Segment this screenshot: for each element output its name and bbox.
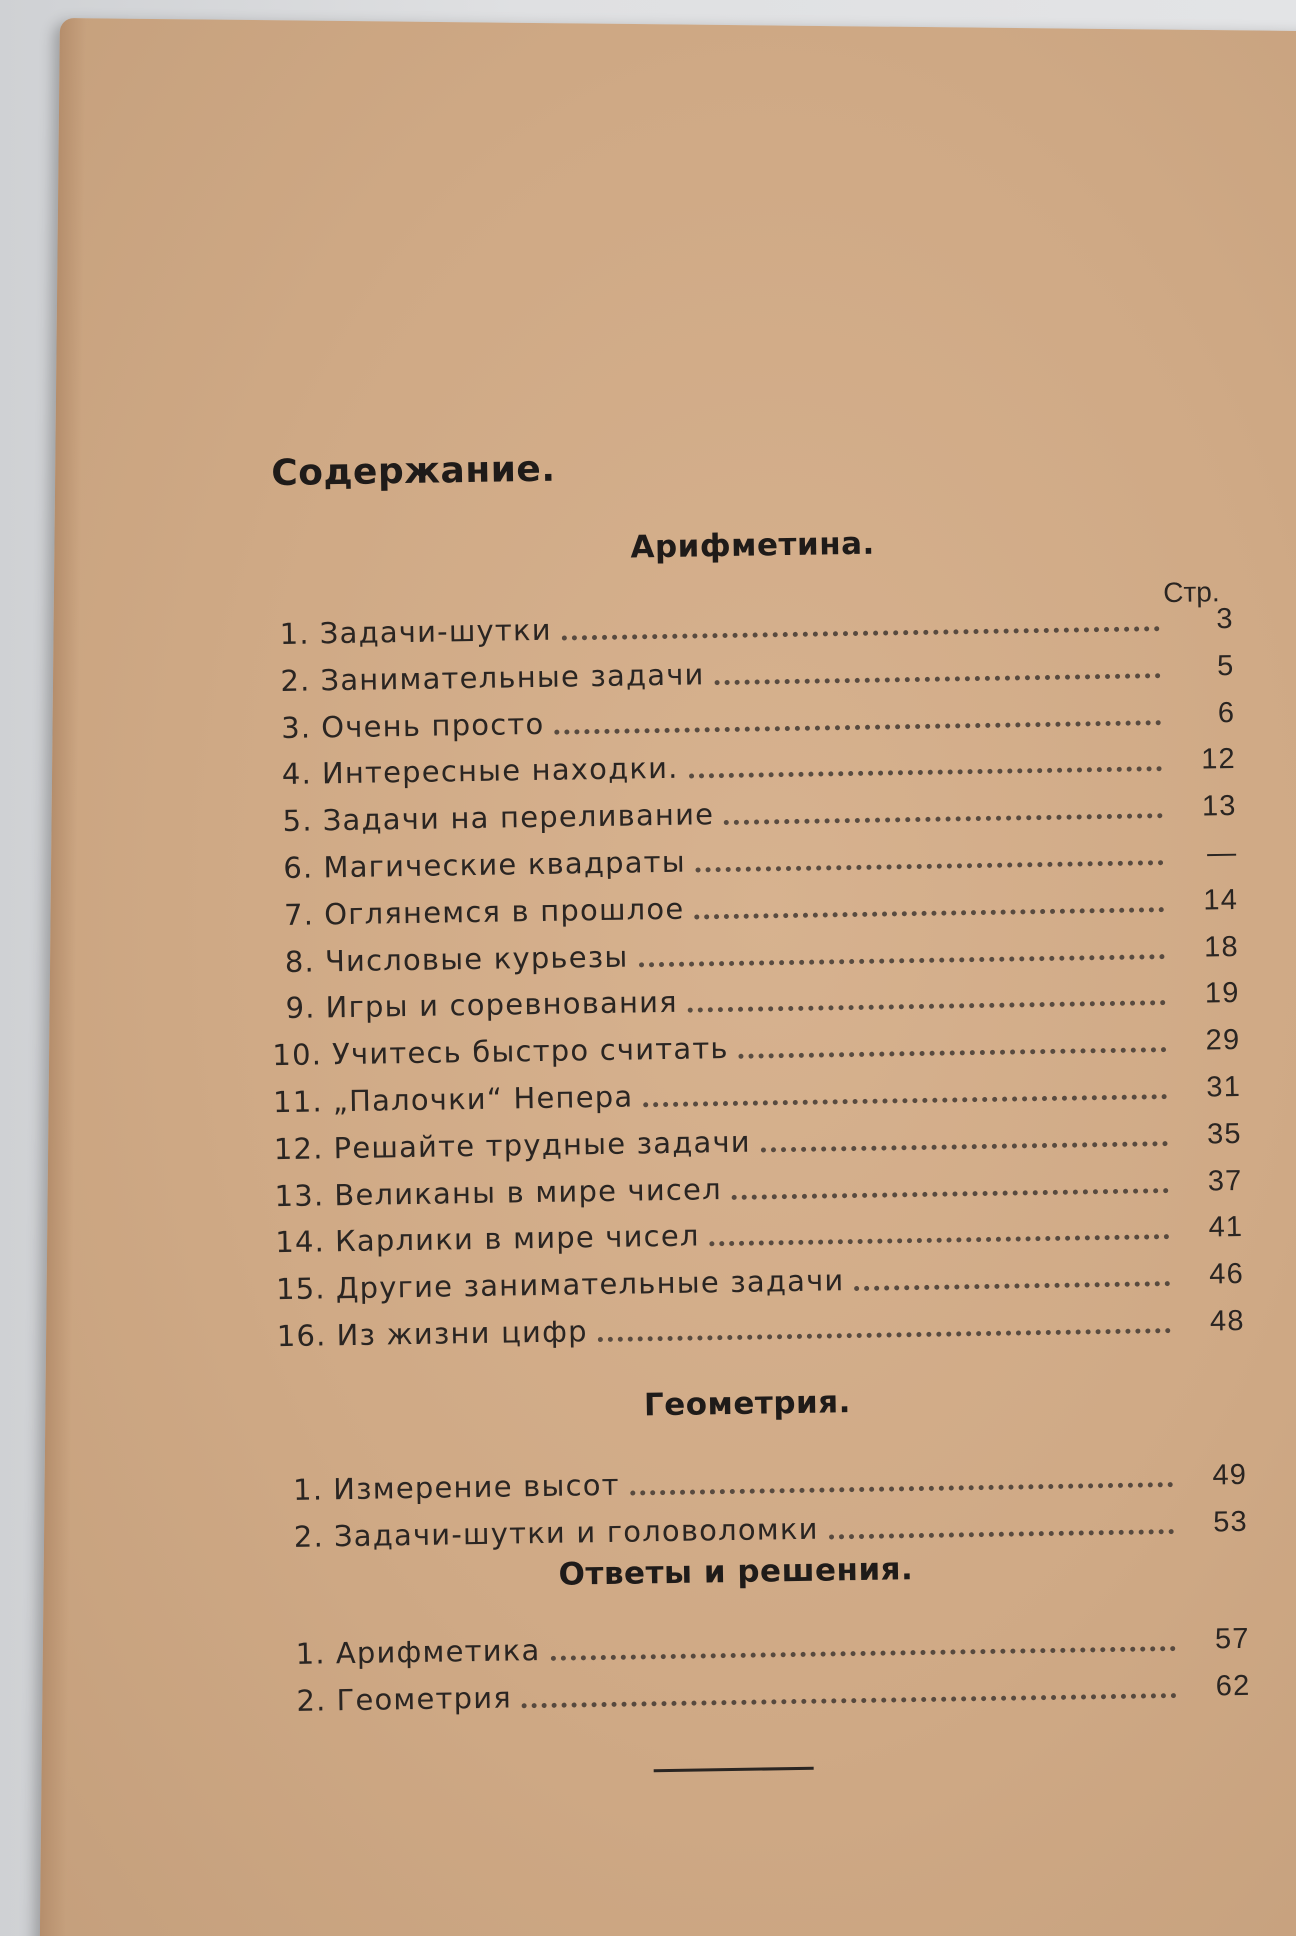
page-title: Содержание. [270, 448, 556, 495]
toc-item-number: 11. [272, 1084, 324, 1120]
section-title-geometry: Геометрия. [643, 1384, 852, 1424]
toc-item-number: 7. [283, 897, 315, 932]
toc-item-page: — [1206, 836, 1238, 870]
dot-leader [630, 1482, 1173, 1496]
dot-leader [522, 1693, 1177, 1708]
section-title-answers: Ответы и решения. [558, 1551, 914, 1593]
dot-leader [696, 860, 1164, 872]
dot-leader [715, 673, 1161, 685]
dot-leader [724, 813, 1163, 825]
toc-item-page: 41 [1208, 1211, 1244, 1244]
section-title-arithmetic: Арифметина. [630, 525, 876, 566]
dot-leader [694, 907, 1164, 919]
dot-leader [688, 1001, 1166, 1014]
toc-item-label: Другие занимательные задачи [335, 1263, 845, 1306]
toc-item-page: 6 [1217, 696, 1236, 729]
toc-item-label: Из жизни цифр [336, 1314, 588, 1353]
toc-item-page: 53 [1212, 1505, 1249, 1539]
end-divider [654, 1767, 814, 1773]
toc-item-page: 31 [1206, 1070, 1242, 1104]
toc-item-page: 3 [1216, 603, 1234, 636]
toc-item-number: 3. [280, 710, 312, 745]
toc-item-page: 13 [1201, 790, 1237, 823]
toc-item-label: Очень просто [320, 706, 545, 744]
toc-item-label: Занимательные задачи [320, 657, 705, 698]
toc-item-number: 15. [275, 1271, 327, 1307]
toc-item-number: 13. [274, 1177, 325, 1213]
toc-item-label: Интересные находки. [321, 751, 679, 791]
toc-item-label: Задачи-шутки [319, 612, 553, 651]
toc-item-page: 29 [1205, 1024, 1241, 1057]
toc-item-number: 1. [279, 616, 311, 651]
dot-leader [761, 1141, 1168, 1152]
toc-item-number: 14. [275, 1224, 326, 1260]
toc-item-number: 16. [276, 1318, 327, 1354]
toc-item-page: 18 [1203, 930, 1240, 964]
toc-item-label: Задачи-шутки и головоломки [333, 1511, 819, 1554]
toc-item-label: Числовые курьезы [324, 939, 629, 978]
toc-item-number: 2. [293, 1519, 325, 1554]
toc-item-number: 6. [283, 850, 314, 885]
toc-item-page: 49 [1212, 1458, 1248, 1492]
toc-item-page: 48 [1209, 1304, 1245, 1338]
dot-leader [598, 1328, 1171, 1342]
toc-item-number: 8. [284, 944, 316, 979]
toc-item-number: 5. [282, 803, 313, 839]
toc-item-page: 46 [1209, 1258, 1245, 1291]
dot-leader [739, 1047, 1167, 1059]
toc-item-label: Игры и соревнования [325, 985, 679, 1025]
toc-item-page: 62 [1215, 1669, 1251, 1703]
toc-item-number: 10. [272, 1037, 323, 1073]
toc-item-number: 2. [280, 663, 311, 698]
toc-item-page: 35 [1206, 1117, 1243, 1151]
toc-item-label: Карлики в мире чисел [334, 1218, 700, 1259]
toc-item-number: 2. [296, 1683, 327, 1718]
dot-leader [829, 1529, 1174, 1539]
toc-item-label: Оглянемся в прошлое [323, 891, 685, 932]
toc-item-number: 4. [281, 756, 313, 792]
dot-leader [689, 767, 1162, 779]
toc-item-number: 12. [273, 1131, 324, 1166]
dot-leader [639, 954, 1165, 967]
toc-item-page: 12 [1200, 743, 1237, 776]
dot-leader [710, 1234, 1170, 1246]
toc-item-label: Решайте трудные задачи [333, 1124, 752, 1166]
dot-leader [732, 1188, 1169, 1200]
toc-item-label: Измерение высот [332, 1467, 620, 1507]
dot-leader [643, 1094, 1167, 1107]
toc-item-label: Арифметика [335, 1633, 541, 1671]
page-column-label: Стр. [1162, 576, 1220, 609]
toc-item-label: Задачи на переливание [322, 797, 715, 838]
toc-item-label: Магические квадраты [323, 844, 687, 885]
toc-item-number: 9. [285, 990, 316, 1026]
dot-leader [855, 1281, 1171, 1291]
toc-item-number: 1. [292, 1472, 324, 1507]
toc-item-label: Учитесь быстро считать [331, 1031, 729, 1072]
toc-item-page: 5 [1216, 649, 1235, 683]
toc-item-label: Великаны в мире чисел [334, 1171, 723, 1212]
toc-item-label: Геометрия [336, 1680, 513, 1718]
toc-item-page: 37 [1207, 1164, 1243, 1198]
toc-item-page: 14 [1203, 883, 1239, 917]
toc-item-page: 19 [1204, 977, 1240, 1010]
toc-item-page: 57 [1214, 1622, 1250, 1656]
toc-item-number: 1. [295, 1636, 327, 1671]
toc-item-label: „Палочки“ Непера [332, 1079, 634, 1119]
